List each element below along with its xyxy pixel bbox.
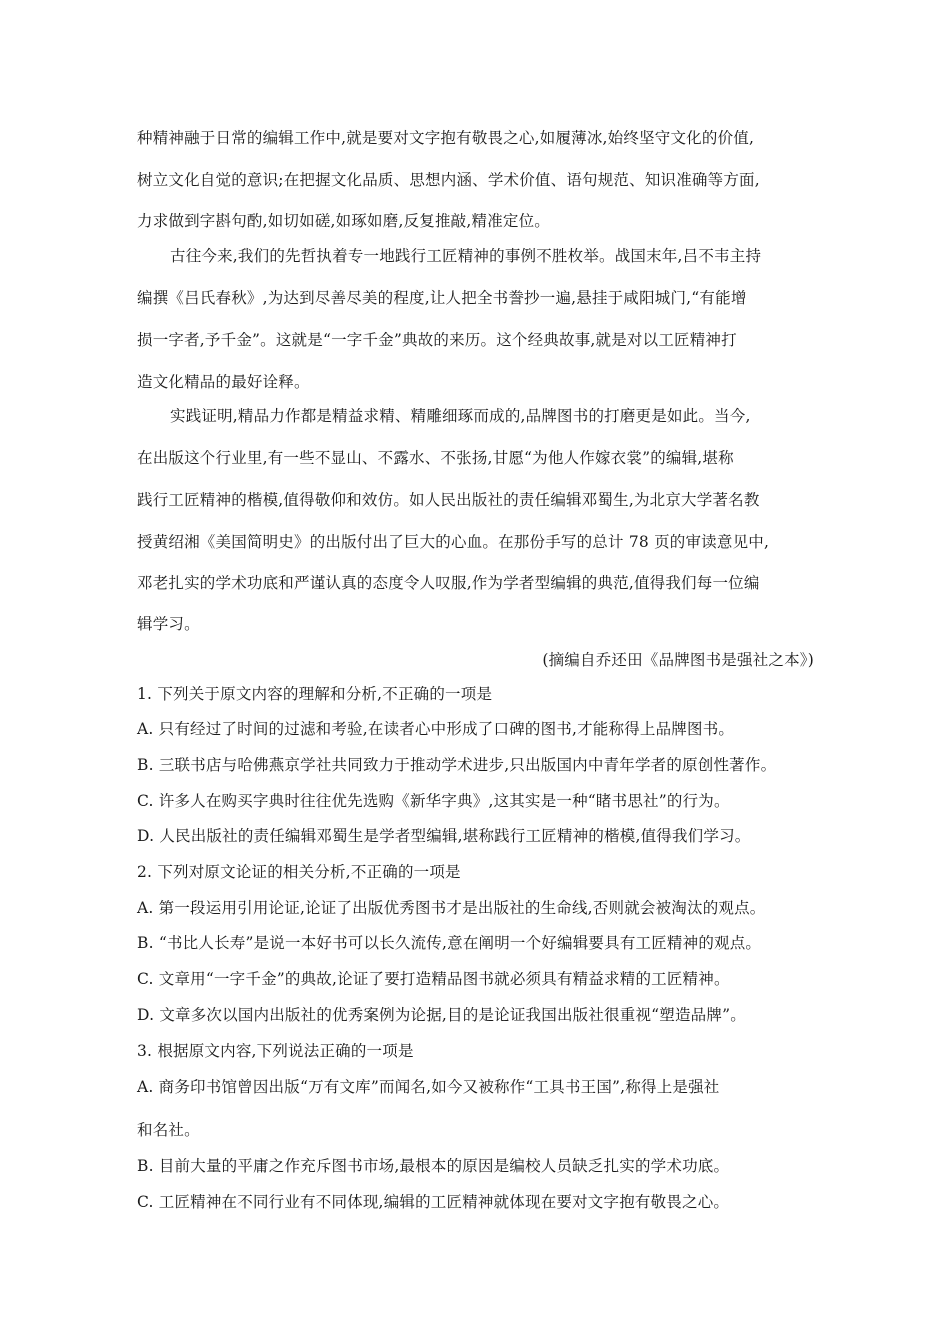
question-2-option-c: C. 文章用“一字千金”的典故,论证了要打造精品图书就必须具有精益求精的工匠精神。 <box>137 970 730 988</box>
question-1-stem: 1. 下列关于原文内容的理解和分析,不正确的一项是 <box>137 685 493 703</box>
question-3-option-b: B. 目前大量的平庸之作充斥图书市场,最根本的原因是编校人员缺乏扎实的学术功底。 <box>137 1157 730 1175</box>
paragraph-3-line-1: 实践证明,精品力作都是精益求精、精雕细琢而成的,品牌图书的打磨更是如此。当今, <box>170 407 751 425</box>
question-2-option-d: D. 文章多次以国内出版社的优秀案例为论据,目的是论证我国出版社很重视“塑造品牌”。 <box>137 1006 746 1024</box>
question-2-option-b: B. “书比人长寿”是说一本好书可以长久流传,意在阐明一个好编辑要具有工匠精神的观点。 <box>137 934 762 952</box>
question-2-option-a: A. 第一段运用引用论证,论证了出版优秀图书才是出版社的生命线,否则就会被淘汰的观点。 <box>137 899 766 917</box>
paragraph-2-line-2: 编撰《吕氏春秋》,为达到尽善尽美的程度,让人把全书誊抄一遍,悬挂于咸阳城门,“有能增 <box>137 289 747 307</box>
question-1-option-d: D. 人民出版社的责任编辑邓蜀生是学者型编辑,堪称践行工匠精神的楷模,值得我们学习。 <box>137 827 751 845</box>
paragraph-3-line-4: 授黄绍湘《美国简明史》的出版付出了巨大的心血。在那份手写的总计 78 页的审读意见中, <box>137 533 770 551</box>
source-citation: (摘编自乔还田《品牌图书是强社之本》) <box>542 651 814 669</box>
question-3-option-a-line-2: 和名社。 <box>137 1121 200 1139</box>
paragraph-1-line-2: 树立文化自觉的意识;在把握文化品质、思想内涵、学术价值、语句规范、知识准确等方面, <box>137 171 760 189</box>
question-1-option-c: C. 许多人在购买字典时往往优先选购《新华字典》,这其实是一种“睹书思社”的行为。 <box>137 792 730 810</box>
paragraph-1-line-3: 力求做到字斟句酌,如切如磋,如琢如磨,反复推敲,精准定位。 <box>137 212 551 230</box>
paragraph-3-line-6: 辑学习。 <box>137 615 200 633</box>
question-2-stem: 2. 下列对原文论证的相关分析,不正确的一项是 <box>137 863 461 881</box>
paragraph-1-line-1: 种精神融于日常的编辑工作中,就是要对文字抱有敬畏之心,如履薄冰,始终坚守文化的价值, <box>137 129 755 147</box>
paragraph-3-line-2: 在出版这个行业里,有一些不显山、不露水、不张扬,甘愿“为他人作嫁衣裳”的编辑,堪称 <box>137 449 734 467</box>
question-3-option-a-line-1: A. 商务印书馆曾因出版“万有文库”而闻名,如今又被称作“工具书王国”,称得上是强社 <box>137 1078 720 1096</box>
paragraph-3-line-5: 邓老扎实的学术功底和严谨认真的态度令人叹服,作为学者型编辑的典范,值得我们每一位编 <box>137 574 760 592</box>
question-3-option-c: C. 工匠精神在不同行业有不同体现,编辑的工匠精神就体现在要对文字抱有敬畏之心。 <box>137 1193 730 1211</box>
paragraph-2-line-4: 造文化精品的最好诠释。 <box>137 373 310 391</box>
paragraph-2-line-1: 古往今来,我们的先哲执着专一地践行工匠精神的事例不胜枚举。战国末年,吕不韦主持 <box>170 247 762 265</box>
paragraph-2-line-3: 损一字者,予千金”。这就是“一字千金”典故的来历。这个经典故事,就是对以工匠精神打 <box>137 331 737 349</box>
question-1-option-a: A. 只有经过了时间的过滤和考验,在读者心中形成了口碑的图书,才能称得上品牌图书。 <box>137 720 735 738</box>
question-1-option-b: B. 三联书店与哈佛燕京学社共同致力于推动学术进步,只出版国内中青年学者的原创性著作。 <box>137 756 777 774</box>
question-3-stem: 3. 根据原文内容,下列说法正确的一项是 <box>137 1042 414 1060</box>
paragraph-3-line-3: 践行工匠精神的楷模,值得敬仰和效仿。如人民出版社的责任编辑邓蜀生,为北京大学著名教 <box>137 491 760 509</box>
